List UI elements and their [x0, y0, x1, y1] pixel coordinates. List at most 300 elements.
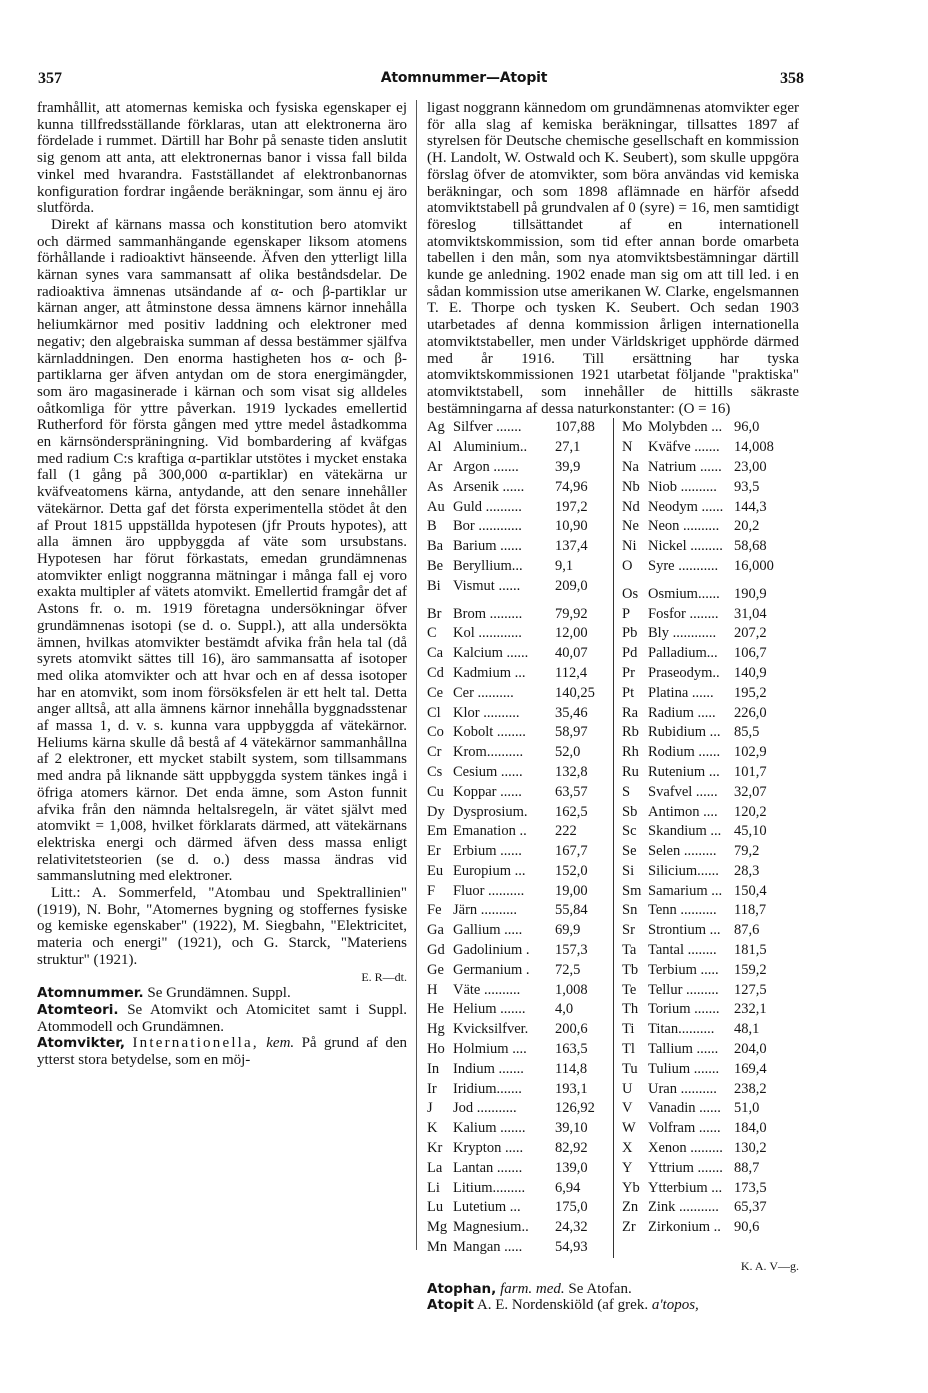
table-row: [622, 1099, 792, 1119]
element-symbol: V: [622, 1100, 633, 1117]
element-name: Järn ..........: [453, 902, 518, 919]
atomic-weight: 173,5: [734, 1179, 767, 1196]
atomic-weight: 184,0: [734, 1120, 767, 1137]
entry-atophan: [427, 1281, 799, 1298]
atomic-weight-table: [427, 418, 799, 1257]
element-symbol: Dy: [427, 803, 445, 820]
atomic-weight: 175,0: [555, 1199, 588, 1216]
table-row: [427, 517, 613, 537]
atomic-weight: 120,2: [734, 803, 767, 820]
entry-headword: Atomteori.: [37, 1001, 119, 1018]
element-name: Rutenium ...: [648, 763, 720, 780]
atomic-weight: 79,92: [555, 605, 588, 622]
table-row: [622, 1060, 792, 1080]
table-row: [427, 1099, 613, 1119]
atomic-weight: 4,0: [555, 1001, 574, 1018]
table-row: [427, 438, 613, 458]
element-symbol: N: [622, 439, 633, 456]
table-row: [427, 921, 613, 941]
element-symbol: F: [427, 882, 436, 899]
element-name: Tantal ........: [648, 942, 717, 959]
element-name: Emanation ..: [453, 823, 527, 840]
element-name: Beryllium...: [453, 557, 523, 574]
table-row: [622, 624, 792, 644]
element-name: Bly ............: [648, 625, 717, 642]
running-title: Atomnummer—Atopit: [380, 70, 548, 86]
entry-headword: Atomvikter,: [37, 1035, 126, 1052]
element-name: Niob ..........: [648, 478, 717, 495]
table-row: [622, 1040, 792, 1060]
table-row: [622, 783, 792, 803]
table-row: [622, 664, 792, 684]
element-symbol: Au: [427, 498, 445, 515]
element-name: Platina ......: [648, 684, 714, 701]
element-name: Iridium.......: [453, 1080, 522, 1097]
atomic-weight: 132,8: [555, 763, 588, 780]
element-name: Väte ..........: [453, 981, 521, 998]
element-name: Krypton .....: [453, 1140, 524, 1157]
atomic-weight: 6,94: [555, 1179, 581, 1196]
element-name: Rodium ......: [648, 744, 721, 761]
element-name: Koppar ......: [453, 783, 522, 800]
paragraph-2: Direkt af kärnans massa och konstitution bero atomvikt och därmed sammanhängande egenskaper liksom atomens förhållande i radioaktivt hänseende. Äfven den ytterligt lilla kärnan synes vara sammansatt af olika beståndsdelar. De radioaktiva ämnenas utsändande af α- och β-partiklar ur kärnan anger, att åtminstone dessa ämnens kärnor innehålla heliumkärnor med positiv laddning och elektroner med negativ; den algebraiska summan af dessa bestämmer själfva kärnladdningen. Den enorma hastigheten hos α- och β-partiklarna ger äfven antydan om de stora energimängder, som äro magasinerade i kärnan och som visat sig alldeles oåtkomliga för yttre påverkan. 1919 lyckades emellertid Rutherford för första gången med yttre medel åstadkomma en kärnsönderspräningning. Vid bombardering af kväfgas med radium C:s kraftiga α-partiklar utstötes i mycket enstaka fall (1 gång på 300,000 α-partiklar) en vätekärna ur kväfveatomens kärna, antydande, att den senare innehåller vätekärnor. Detta gaf det första experimentella stödet åt den af Prout 1815 uppställda hypotesen (jfr Prouts hypotes), att alla ämnen äro uppbyggda af väte som ursubstans. Hypotesen har förut förkastats, emedan grundämnenas atomvikter enligt noggranna mätningar i många fall ej voro exakta multipler af vätets atomvikt. Emellertid framgår det af Astons fr. o. m. 1919 företagna undersökningar öfver grundämnenas isotopi (se d. o. Suppl.), att alla undersökta ämnen, hvilkas atomvikter bestämdt afvika från hela tal (då syrets atomvikt sättes till 16), äro sammansatta af isotoper med olika atomvikter och att hvar och en af dessa isotoper har en atomvikt, som inom försöksfelen är ett helt tal. Detta anger alltså, att alla ämnens kärnor innehålla byggnadsstenar af massa 1, d. v. s. kunna vara uppbyggda af vätekärnor. Heliums kärna skulle då bestå af 4 vätekärnor sammanhållna af 2 elektroner, ett mycket stabilt system, som tillsammans med andra på liknande sätt uppbyggda system tänkes ingå i öfriga atomers kärnor. Det enda ämne, som Aston funnit afvika från den nämnda heltalsregeln, är vätet självt med atomvikt = 1,008, hvilket förklarats därmed, att vätekärnans elektriska energi och därmed äfven dess massa enligt relativitetsteorien (se d. o.) dess massa ändras vid sammanslutning med elektroner.: [37, 216, 407, 885]
element-symbol: Pd: [622, 645, 638, 662]
table-row: [622, 704, 792, 724]
atomic-weight: 35,46: [555, 704, 588, 721]
element-name: Silfver .......: [453, 419, 522, 436]
element-symbol: P: [622, 605, 631, 622]
entry-greek: a'topos,: [651, 1297, 699, 1314]
entry-text: Se Atofan.: [568, 1280, 632, 1297]
element-symbol: Rb: [622, 724, 639, 741]
element-symbol: Ta: [622, 942, 637, 959]
element-name: Titan..........: [648, 1021, 715, 1038]
element-symbol: Hg: [427, 1021, 445, 1038]
atomvikt-intro: ligast noggrann kännedom om grundämnenas atomvikter eger för alla slag af kemiska beräkningar, tillsattes 1897 af styrelsen för Deutsche chemische gesellschaft en kommission (H. Landolt, W. Ostwald och K. Seubert), som skulle uppgöra förslag öfver de atomvikter, som böra användas vid kemiska beräkningar, och som 1898 aflämnade en härför afsedd atomviktstabell på grundvalen af 0 (syre) = 16, men samtidigt föreslog tillsättandet af en internationell atomviktskommission, som tid efter annan borde omarbeta tabellen i den mån, som nya atomviktsbestämningar därtill kunde ge anledning. 1902 enade man sig om att till led. i en sådan kommission utse amerikanen W. Clarke, engelsmannen T. E. Thorpe och tysken K. Seubert. Och sedan 1903 utarbetades af denna kommission årligen internationella atomviktstabeller, men under Världskriget upphörde därmed med år 1916. Till ersättning har tyska atomviktskommissionen 1921 utarbetat följande "praktiska" atomviktstabell, som innehåller de hittills säkraste bestämningarna af dessa naturkonstanter: (O = 16): [427, 100, 799, 417]
table-row: [427, 822, 613, 842]
element-name: Cesium ......: [453, 763, 523, 780]
element-name: Gallium .....: [453, 922, 523, 939]
table-row: [622, 438, 792, 458]
element-name: Litium.........: [453, 1179, 526, 1196]
element-symbol: Co: [427, 724, 444, 741]
element-name: Erbium ......: [453, 843, 522, 860]
atomic-weight: 207,2: [734, 625, 767, 642]
atomic-weight: 93,5: [734, 478, 760, 495]
element-symbol: Ru: [622, 763, 639, 780]
table-row: [622, 822, 792, 842]
element-symbol: J: [427, 1100, 433, 1117]
atomic-weight: 69,9: [555, 922, 581, 939]
element-name: Kalcium ......: [453, 645, 529, 662]
element-symbol: Eu: [427, 862, 444, 879]
atomic-weight: 58,97: [555, 724, 588, 741]
atomic-weight: 28,3: [734, 862, 760, 879]
table-row: [427, 664, 613, 684]
atomic-weight: 24,32: [555, 1219, 588, 1236]
element-name: Neodym ......: [648, 498, 724, 515]
atomic-weight: 140,25: [555, 684, 595, 701]
element-name: Tellur .........: [648, 981, 719, 998]
element-symbol: Ga: [427, 922, 444, 939]
element-symbol: Ar: [427, 458, 443, 475]
element-name: Kvicksilfver.: [453, 1021, 529, 1038]
table-row: [622, 1159, 792, 1179]
entry-spaced-text: Internationella,: [132, 1035, 259, 1052]
element-name: Nickel .........: [648, 538, 723, 555]
table-row: [427, 1179, 613, 1199]
element-name: Xenon .........: [648, 1140, 723, 1157]
atomic-weight: 209,0: [555, 577, 588, 594]
element-name: Ytterbium ...: [648, 1179, 723, 1196]
element-name: Osmium......: [648, 585, 720, 602]
element-symbol: Ce: [427, 684, 444, 701]
atomic-weight: 238,2: [734, 1080, 767, 1097]
element-name: Germanium .: [453, 961, 530, 978]
element-symbol: In: [427, 1060, 440, 1077]
atomic-weight: 31,04: [734, 605, 767, 622]
table-row: [427, 577, 613, 597]
element-symbol: K: [427, 1120, 438, 1137]
atomic-weight: 52,0: [555, 744, 581, 761]
table-row: [427, 1020, 613, 1040]
element-symbol: Tu: [622, 1060, 638, 1077]
table-row: [427, 723, 613, 743]
atomic-weight: 10,90: [555, 518, 588, 535]
table-row: [427, 624, 613, 644]
table-row: [622, 1198, 792, 1218]
atomic-weight: 9,1: [555, 557, 574, 574]
table-row: [622, 723, 792, 743]
entry-text: På grund af den ytterst stora betydelse, som en möj-: [37, 1035, 408, 1069]
atomic-weight: 118,7: [734, 902, 767, 919]
table-row: [622, 1179, 792, 1199]
table-row: [622, 498, 792, 518]
element-symbol: Br: [427, 605, 442, 622]
element-symbol: He: [427, 1001, 444, 1018]
element-name: Fosfor ........: [648, 605, 719, 622]
atomic-weight: 45,10: [734, 823, 767, 840]
element-symbol: Pr: [622, 664, 635, 681]
element-symbol: Y: [622, 1159, 633, 1176]
element-name: Cer ..........: [453, 684, 514, 701]
entry-atomteori: [37, 1002, 407, 1035]
table-row: [427, 941, 613, 961]
element-symbol: Bi: [427, 577, 441, 594]
table-row: [427, 1000, 613, 1020]
element-name: Brom .........: [453, 605, 523, 622]
element-symbol: Er: [427, 843, 441, 860]
element-name: Barium ......: [453, 538, 522, 555]
table-row: [622, 961, 792, 981]
table-row: [427, 537, 613, 557]
element-symbol: Mn: [427, 1239, 448, 1256]
table-group-gap: [427, 597, 613, 605]
element-name: Molybden ...: [648, 419, 723, 436]
atomic-weight: 112,4: [555, 664, 588, 681]
entry-headword: Atomnummer.: [37, 985, 144, 1002]
atomic-weight: 19,00: [555, 882, 588, 899]
author-signature: E. R—dt.: [361, 969, 407, 984]
table-column-left: [427, 418, 614, 1257]
element-symbol: Nb: [622, 478, 640, 495]
column-divider: [416, 100, 417, 1250]
element-name: Kalium .......: [453, 1120, 526, 1137]
element-name: Jod ...........: [453, 1100, 517, 1117]
atomic-weight: 107,88: [555, 419, 595, 436]
atomic-weight: 232,1: [734, 1001, 767, 1018]
entry-atopit: [427, 1297, 799, 1314]
atomic-weight: 23,00: [734, 458, 767, 475]
table-row: [622, 743, 792, 763]
element-name: Palladium...: [648, 645, 718, 662]
element-symbol: Sr: [622, 922, 635, 939]
element-symbol: Rh: [622, 744, 639, 761]
element-name: Aluminium..: [453, 439, 528, 456]
atomic-weight: 157,3: [555, 942, 588, 959]
table-row: [622, 941, 792, 961]
element-symbol: Ni: [622, 538, 637, 555]
atomic-weight: 200,6: [555, 1021, 588, 1038]
element-symbol: O: [622, 557, 633, 574]
table-group-gap: [622, 577, 792, 585]
table-row: [427, 743, 613, 763]
element-name: Europium ...: [453, 862, 526, 879]
atomic-weight: 1,008: [555, 981, 588, 998]
element-symbol: Cr: [427, 744, 442, 761]
table-row: [622, 418, 792, 438]
table-row: [427, 1218, 613, 1238]
table-row: [622, 981, 792, 1001]
table-row: [427, 644, 613, 664]
element-symbol: Sc: [622, 823, 637, 840]
table-row: [427, 1159, 613, 1179]
table-row: [427, 478, 613, 498]
table-row: [427, 498, 613, 518]
table-column-right: [614, 418, 792, 1257]
table-row: [427, 557, 613, 577]
right-page-number: 358: [780, 70, 804, 87]
table-row: [622, 644, 792, 664]
element-name: Dysprosium.: [453, 803, 528, 820]
element-symbol: C: [427, 625, 437, 642]
element-symbol: Ho: [427, 1041, 445, 1058]
element-name: Strontium ...: [648, 922, 721, 939]
element-name: Vismut ......: [453, 577, 521, 594]
atomic-weight: 87,6: [734, 922, 760, 939]
element-symbol: Sb: [622, 803, 638, 820]
element-name: Gadolinium .: [453, 942, 530, 959]
entry-headword: Atophan,: [427, 1280, 497, 1297]
element-name: Kväfve .......: [648, 439, 720, 456]
table-row: [622, 684, 792, 704]
atomic-weight: 14,008: [734, 439, 774, 456]
element-name: Svafvel ......: [648, 783, 718, 800]
element-name: Terbium .....: [648, 961, 719, 978]
table-row: [622, 1080, 792, 1100]
element-symbol: Ra: [622, 704, 639, 721]
entry-atomvikter: [37, 1035, 407, 1068]
element-name: Tenn ..........: [648, 902, 717, 919]
element-name: Mangan .....: [453, 1239, 523, 1256]
element-symbol: Ir: [427, 1080, 437, 1097]
atomic-weight: 39,9: [555, 458, 581, 475]
element-symbol: W: [622, 1120, 636, 1137]
atomic-weight: 12,00: [555, 625, 588, 642]
element-symbol: Sn: [622, 902, 638, 919]
atomic-weight: 190,9: [734, 585, 767, 602]
element-symbol: Te: [622, 981, 637, 998]
table-row: [622, 1218, 792, 1238]
element-symbol: Cl: [427, 704, 441, 721]
table-row: [622, 862, 792, 882]
atomic-weight: 144,3: [734, 498, 767, 515]
element-symbol: Cd: [427, 664, 444, 681]
element-symbol: Nd: [622, 498, 640, 515]
element-symbol: Be: [427, 557, 444, 574]
element-name: Zirkonium ..: [648, 1219, 721, 1236]
element-name: Kobolt ........: [453, 724, 526, 741]
atomic-weight: 96,0: [734, 419, 760, 436]
element-symbol: U: [622, 1080, 633, 1097]
table-row: [622, 517, 792, 537]
element-symbol: Kr: [427, 1140, 443, 1157]
entry-text: A. E. Nordenskiöld (af grek.: [476, 1297, 649, 1314]
atomic-weight: 63,57: [555, 783, 588, 800]
atomic-weight: 130,2: [734, 1140, 767, 1157]
table-row: [427, 418, 613, 438]
atomic-weight: 181,5: [734, 942, 767, 959]
table-row: [622, 921, 792, 941]
table-row: [427, 1040, 613, 1060]
atomic-weight: 169,4: [734, 1060, 767, 1077]
atomic-weight: 150,4: [734, 882, 767, 899]
element-name: Lantan .......: [453, 1159, 523, 1176]
atomic-weight: 106,7: [734, 645, 767, 662]
element-name: Syre ...........: [648, 557, 719, 574]
atomic-weight: 127,5: [734, 981, 767, 998]
element-symbol: Na: [622, 458, 639, 475]
element-name: Uran ..........: [648, 1080, 717, 1097]
literature: Litt.: A. Sommerfeld, "Atombau und Spektrallinien" (1919), N. Bohr, "Atomernes bygning og stoffernes fysiske og kemiske egenskaber" (1922), M. Siegbahn, "Elektricitet, materia och energi" (1921), och G. Starck, "Materiens struktur" (1921).: [37, 885, 407, 968]
table-row: [427, 981, 613, 1001]
atomic-weight: 139,0: [555, 1159, 588, 1176]
table-row: [427, 458, 613, 478]
element-symbol: Mg: [427, 1219, 448, 1236]
element-symbol: Lu: [427, 1199, 444, 1216]
right-column: [427, 100, 799, 1314]
left-column: [37, 100, 407, 1069]
table-row: [427, 862, 613, 882]
table-row: [622, 557, 792, 577]
element-name: Rubidium ...: [648, 724, 721, 741]
element-name: Selen .........: [648, 843, 717, 860]
atomic-weight: 140,9: [734, 664, 767, 681]
element-name: Lutetium ...: [453, 1199, 521, 1216]
element-name: Torium .......: [648, 1001, 720, 1018]
atomic-weight: 101,7: [734, 763, 767, 780]
element-name: Kadmium ...: [453, 664, 526, 681]
element-symbol: Ne: [622, 518, 639, 535]
atomic-weight: 114,8: [555, 1060, 588, 1077]
table-row: [622, 803, 792, 823]
element-symbol: Se: [622, 843, 637, 860]
atomic-weight: 102,9: [734, 744, 767, 761]
element-name: Fluor ..........: [453, 882, 525, 899]
element-symbol: X: [622, 1140, 633, 1157]
element-name: Magnesium..: [453, 1219, 529, 1236]
atomic-weight: 163,5: [555, 1041, 588, 1058]
table-row: [427, 763, 613, 783]
atomic-weight: 152,0: [555, 862, 588, 879]
element-name: Kol ............: [453, 625, 522, 642]
atomic-weight: 55,84: [555, 902, 588, 919]
table-row: [427, 901, 613, 921]
element-name: Tallium ......: [648, 1041, 719, 1058]
element-name: Natrium ......: [648, 458, 722, 475]
entry-atomnummer: [37, 985, 407, 1002]
element-name: Antimon ....: [648, 803, 718, 820]
left-page-number: 357: [38, 70, 62, 87]
table-row: [427, 605, 613, 625]
table-row: [427, 1198, 613, 1218]
element-name: Radium .....: [648, 704, 716, 721]
element-symbol: Ag: [427, 419, 445, 436]
element-symbol: Fe: [427, 902, 442, 919]
atomic-weight: 222: [555, 823, 577, 840]
atomic-weight: 90,6: [734, 1219, 760, 1236]
atomic-weight: 20,2: [734, 518, 760, 535]
element-symbol: Tb: [622, 961, 639, 978]
atomic-weight: 88,7: [734, 1159, 760, 1176]
atomic-weight: 40,07: [555, 645, 588, 662]
entry-text: Se Grundämnen. Suppl.: [147, 985, 291, 1002]
atomic-weight: 65,37: [734, 1199, 767, 1216]
paragraph-1: framhållit, att atomernas kemiska och fysiska egenskaper ej kunna tillfredsställande förklaras, utan att elektronerna äro fördelade i rummet. Därtill har Bohr på senaste tiden anslutit sig genom att anta, att elektronernas banor i vissa fall bilda vinkel med hvarandra. Fastställandet af elektronbanornas konfiguration fordrar ingående beräkningar, som ännu ej äro slutförda.: [37, 100, 407, 217]
atomic-weight: 159,2: [734, 961, 767, 978]
table-row: [622, 842, 792, 862]
atomic-weight: 74,96: [555, 478, 588, 495]
element-name: Zink ...........: [648, 1199, 719, 1216]
element-name: Neon ..........: [648, 518, 720, 535]
element-name: Yttrium .......: [648, 1159, 723, 1176]
atomic-weight: 27,1: [555, 439, 581, 456]
atomic-weight: 193,1: [555, 1080, 588, 1097]
element-symbol: Pb: [622, 625, 638, 642]
table-row: [622, 1020, 792, 1040]
element-name: Holmium ....: [453, 1041, 527, 1058]
element-symbol: H: [427, 981, 438, 998]
element-symbol: Em: [427, 823, 448, 840]
element-symbol: Si: [622, 862, 635, 879]
table-row: [622, 478, 792, 498]
element-symbol: Cs: [427, 763, 443, 780]
table-row: [427, 882, 613, 902]
table-row: [427, 783, 613, 803]
element-symbol: Zn: [622, 1199, 639, 1216]
element-symbol: Yb: [622, 1179, 640, 1196]
element-name: Krom..........: [453, 744, 524, 761]
element-symbol: B: [427, 518, 437, 535]
table-row: [622, 1139, 792, 1159]
element-symbol: Cu: [427, 783, 444, 800]
table-row: [427, 704, 613, 724]
element-name: Arsenik ......: [453, 478, 525, 495]
page-header: [0, 70, 928, 92]
atomic-weight: 126,92: [555, 1100, 595, 1117]
entry-abbreviation: farm. med.: [500, 1280, 565, 1297]
element-symbol: Os: [622, 585, 639, 602]
